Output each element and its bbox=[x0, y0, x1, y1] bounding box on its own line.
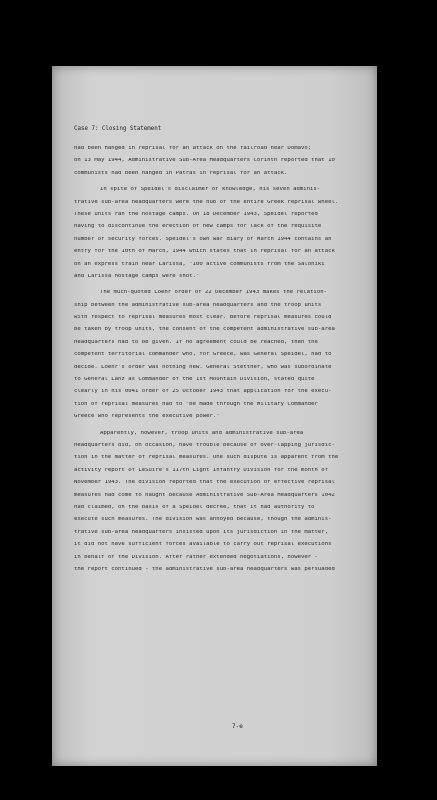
text-line: in behalf of the Division. After rather extended negotiations, however - bbox=[74, 554, 318, 560]
text-line: it did not have sufficient forces available to carry out reprisal executions bbox=[74, 542, 332, 548]
text-line: tion of reprisal measures had to "be made through the Military Commander bbox=[74, 401, 318, 407]
text-line: communists had been hanged in Patras in reprisal for an attack. bbox=[74, 170, 288, 176]
text-line: had been hanged in reprisal for an attack on the railroad near Domavo; bbox=[74, 146, 312, 151]
page-header: Case 7: Closing Statement bbox=[74, 126, 162, 132]
text-line: measures had come to naught because Administrative Sub-Area Headquarters 1042 bbox=[74, 492, 335, 498]
text-line: tion in the matter of reprisal measures. One such dispute is apparent from the bbox=[74, 455, 339, 461]
text-line: November 1943. The division reported that the execution of effective reprisal bbox=[74, 480, 335, 486]
text-line: on 13 May 1944, Administrative Sub-Area Headquarters Corinth reported that 10 bbox=[74, 158, 335, 164]
text-line: entry for the 10th of March, 1944 which states that in reprisal for an attack bbox=[74, 249, 335, 255]
text-line: number of security forces. Speidel's own war diary of March 1944 contains an bbox=[74, 236, 332, 242]
text-line: Apparently, however, troop units and administrative sub-area bbox=[100, 430, 304, 436]
text-line: competent territorial commander who, for Greece, was General Speidel, had to bbox=[74, 352, 332, 358]
text-line: ship between the administrative sub-area headquarters and the troop units bbox=[74, 302, 322, 308]
text-line: The much-quoted Loehr order of 22 December 1943 makes the relation- bbox=[100, 290, 327, 296]
text-line: to General Lanz as Commander of the 1st Mountain Division, stated quite bbox=[74, 377, 315, 383]
text-line: In spite of Speidel's disclaimer of knowledge, his seven adminis- bbox=[100, 187, 321, 193]
body-text bbox=[74, 146, 361, 579]
text-line: decide. Loehr's order was nothing new. General Stettner, who was subordinate bbox=[74, 364, 332, 370]
text-line: the report continued - the administrative sub-area headquarters was persuaded bbox=[74, 566, 335, 572]
text-line: had claimed, on the basis of a Speidel decree, that it had authority to bbox=[74, 504, 315, 510]
text-line: on an express train near Larissa, "100 active communists from the Saloniki bbox=[74, 261, 325, 267]
text-line: having to discontinue the erection of new camps for lack of the requisite bbox=[74, 224, 322, 230]
text-line: trative sub-area headquarters insisted upon its jurisdiction in the matter, bbox=[74, 529, 329, 535]
text-line: These units ran the hostage camps. On 18 December 1943, Speidel reported bbox=[74, 211, 318, 217]
text-line: Greece who represents the executive power." bbox=[74, 414, 220, 420]
text-line: activity report of LeSuire's 117th Light Infantry Division for the month of bbox=[74, 467, 329, 473]
text-line: and Larissa hostage camps were shot." bbox=[74, 273, 200, 279]
text-line: trative sub-area headquarters were the hub of the entire Greek reprisal wheel. bbox=[74, 199, 339, 205]
text-line: clearly in his 0041 order of 25 October 1943 that application for the execu- bbox=[74, 389, 332, 395]
page-number: 7-e bbox=[232, 723, 243, 730]
text-line: headquarters had to be given. If no agreement could be reached, then the bbox=[74, 339, 318, 345]
text-line: headquarters did, on occasion, have trouble because of over-lapping jurisdic- bbox=[74, 442, 335, 448]
text-line: be taken by troop units, the consent of the competent administrative sub-area bbox=[74, 327, 335, 333]
document-page bbox=[52, 66, 377, 766]
text-line: with respect to reprisal measures most clear. Before reprisal measures could bbox=[74, 315, 332, 321]
text-line: execute such measures. The division was annoyed because, though the adminis- bbox=[74, 517, 332, 523]
